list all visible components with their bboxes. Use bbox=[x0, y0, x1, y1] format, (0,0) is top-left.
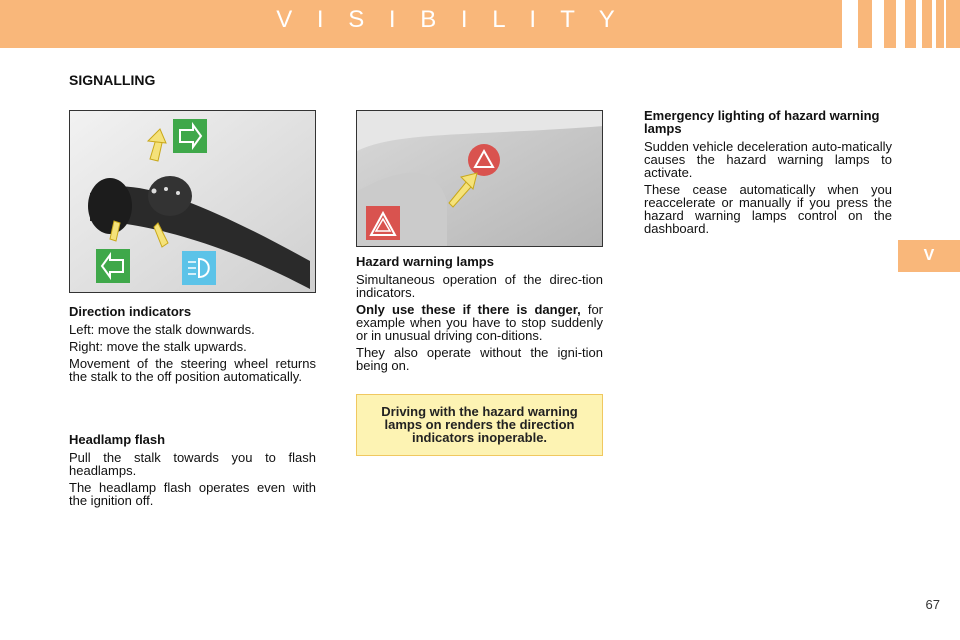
page-title: V I S I B I L I T Y bbox=[276, 6, 624, 33]
paragraph bbox=[356, 303, 603, 342]
header-stripe bbox=[896, 0, 905, 48]
warning-box: Driving with the hazard warning lamps on renders the direction indicators inoperable. bbox=[356, 394, 603, 456]
hazard-warning-section bbox=[356, 255, 603, 376]
section-title: SIGNALLING bbox=[69, 72, 156, 88]
header-stripe bbox=[842, 0, 858, 48]
paragraph: The headlamp flash operates even with the ignition off. bbox=[69, 480, 316, 508]
paragraph: Right: move the stalk upwards. bbox=[69, 339, 247, 354]
headlamp-flash-heading: Headlamp flash bbox=[69, 432, 166, 447]
emergency-lighting-section bbox=[644, 109, 892, 239]
header-stripe bbox=[872, 0, 884, 48]
paragraph: Left: move the stalk downwards. bbox=[69, 322, 255, 337]
paragraph: Pull the stalk towards you to flash headlamps. bbox=[69, 450, 316, 478]
emergency-lighting-heading: Emergency lighting of hazard warning lamps bbox=[644, 108, 880, 136]
chapter-tab: V bbox=[898, 240, 960, 272]
paragraph: These cease automatically when you reaccelerate or manually if you press the hazard warning lamps control on the dashboard. bbox=[644, 182, 892, 236]
paragraph: Movement of the steering wheel returns the stalk to the off position automatically. bbox=[69, 356, 316, 384]
page-number: 67 bbox=[925, 597, 940, 612]
bold-text: Only use these if there is danger, bbox=[356, 302, 581, 317]
stalk-illustration bbox=[69, 110, 316, 293]
header-stripe bbox=[916, 0, 922, 48]
paragraph: They also operate without the igni-tion being on. bbox=[356, 345, 603, 373]
paragraph-text: for example when you have to stop suddenly or in unusual driving con-ditions. bbox=[356, 302, 603, 343]
header-stripe bbox=[944, 0, 946, 48]
direction-indicators-heading: Direction indicators bbox=[69, 304, 192, 319]
paragraph: Simultaneous operation of the direc-tion indicators. bbox=[356, 272, 603, 300]
headlamp-flash-section bbox=[69, 433, 316, 511]
header-stripe bbox=[932, 0, 936, 48]
direction-indicators-section bbox=[69, 305, 316, 387]
hazard-switch-illustration bbox=[356, 110, 603, 247]
paragraph: Sudden vehicle deceleration auto-matically causes the hazard warning lamps to activate. bbox=[644, 139, 892, 180]
hazard-warning-heading: Hazard warning lamps bbox=[356, 254, 494, 269]
page-header bbox=[0, 0, 960, 48]
